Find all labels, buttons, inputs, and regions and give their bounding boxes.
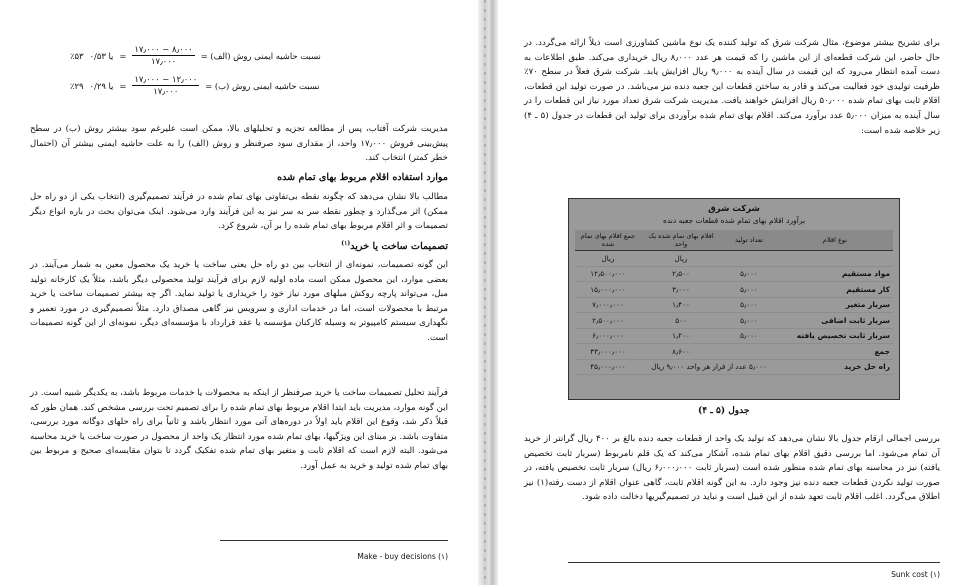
table-header-cell: اقلام بهای تمام شده یک واحد — [641, 230, 721, 251]
table-cell: ۱٫۴۰۰ — [641, 297, 721, 313]
table-cell: ۸٫۶۰۰ — [641, 344, 721, 360]
formula-method-b: ٪۲۹ یا ۰/۲۹ = $\frac{۱۷٫۰۰۰ - ۱۲٫۰۰۰}{۱۷٫۰۰۰}$ = نسبت حاشیه ایمنی روش (ب) — [70, 74, 320, 96]
left-paragraph-4: فرآیند تحلیل تصمیمات ساخت یا خرید صرفنظر از اینکه به محصولات یا خدمات مربوط باشد، به یکدیگر شبیه است. در این گونه موارد، مدیریت باید ابتدا اقلام مربوط بهای تمام شده را برای تصمیم تحت بررسی مشخص کند. همان طور که قبلاً ذکر شد، وقوع این اقلام باید اولاً در دوره‌های آتی مورد انتظار باشد و ثانیاً برای راه حلهای دوگانه مورد بررسی، متفاوت باشد. بر مبنای این ویژگیها، بهای تمام شده مورد انتظار یک واحد از محصول در صورت ساخت یا خرید محاسبه می‌شود. البته لازم است که اقلام ثابت و متغیر بهای تمام شده تفکیک گردد تا بتوان مقایسه‌ای صحیح و مربوط بین بهای تمام شده تولید و خرید به عمل آورد. — [30, 388, 448, 471]
formula-b-fraction — [132, 74, 199, 97]
table-row — [575, 297, 893, 313]
table-cell: راه حل خرید — [777, 359, 893, 375]
right-footnote: Sunk cost (۱) — [891, 570, 940, 579]
table-cell — [721, 251, 777, 267]
table-cell: ۵٫۰۰۰ — [721, 297, 777, 313]
table-cell: ۴۳٫۰۰۰٫۰۰۰ — [575, 344, 641, 360]
formula-a-denominator: ۱۷٫۰۰۰ — [150, 56, 177, 66]
table-cell: ۵٫۰۰۰ — [721, 328, 777, 344]
left-footnote: Make - buy decisions (۱) — [357, 552, 448, 561]
formula-b-approx: یا ۰/۲۹ — [89, 80, 114, 91]
formula-a-fraction — [132, 44, 194, 67]
table-header-cell: نوع اقلام — [777, 230, 893, 251]
table-row-total — [575, 344, 893, 360]
table-cell: ریال — [575, 251, 641, 267]
right-paragraph-1: برای تشریح بیشتر موضوع، مثال شرکت شرق که تولید کننده یک نوع ماشین کشاورزی است ذیلاً ارائه می‌گردد. در حال حاضر، این شرکت قطعه‌ای از این ماشین را که قیمت هر عدد ۸٫۰۰۰ ریال خریداری می‌کند. طبق اطلاعات به دست آمده انتظار می‌رود که این قیمت در سال آینده به ۹٫۰۰۰ ریال افزایش یابد. شرکت شرق فعلاً در سطح ۷۰٪ ظرفیت تولیدی خود فعالیت می‌کند و قادر به ساختن قطعات این جعبه دنده نیز می‌باشد. در صورت تولید این قطعات، اقلام ثابت بهای تمام شده ۵۰٫۰۰۰ ریال افزایش خواهند یافت. مدیریت شرکت شرق تعداد مورد نیاز این قطعات را در سال آینده به میزان ۵٫۰۰۰ عدد برآورد می‌کند. اقلام بهای تمام شده برآوردی برای تولید این قطعات در جدول (۵ ـ ۴) زیر خلاصه شده است: — [524, 38, 941, 136]
table-header-cell: جمع اقلام بهای تمام شده — [575, 230, 641, 251]
left-page — [0, 0, 478, 585]
left-paragraph-2: مطالب بالا نشان می‌دهد که چگونه نقطه بی‌تفاوتی بهای تمام شده در فرآیند تصمیم‌گیری (انتخاب یکی از دو راه حل ممکن) اثر می‌گذارد و چطور نقطه سر به سر نیز به این فرآیند وارد می‌شود. اینک می‌توان بحث در باره انواع دیگر تصمیمات و اثر اقلام مربوط بهای تمام شده را بر آن، شروع کرد. — [30, 192, 448, 232]
table-cell: ۳٫۰۰۰ — [641, 282, 721, 298]
formula-b-label: = نسبت حاشیه ایمنی روش (ب) — [205, 80, 320, 91]
table-cell: سربار ثابت تخصیص یافته — [777, 328, 893, 344]
formula-b-numerator: ۱۷٫۰۰۰ − ۱۲٫۰۰۰ — [134, 74, 198, 84]
table-cell: ریال — [641, 251, 721, 267]
formula-method-a: ٪۵۳ یا ۰/۵۳ = $\frac{۱۷٫۰۰۰ - ۸٫۰۰۰}{۱۷٫۰۰۰}$ = نسبت حاشیه ایمنی روش (الف) — [70, 44, 321, 66]
table-cell — [777, 251, 893, 267]
table-cell: مواد مستقیم — [777, 266, 893, 282]
table-unit-row — [575, 251, 893, 267]
table-row-buy-option — [575, 359, 893, 375]
right-page — [498, 0, 962, 585]
table-cell: ۲٫۵۰۰ — [641, 266, 721, 282]
table-cell: ۱٫۲۰۰ — [641, 328, 721, 344]
table-company-title: شرکت شرق — [708, 204, 760, 214]
formula-a-numerator: ۱۷٫۰۰۰ − ۸٫۰۰۰ — [134, 44, 193, 54]
table-cell: ۵۰۰ — [641, 313, 721, 329]
heading-footnote-mark: (۱) — [341, 240, 351, 247]
heading-make-or-buy-text: تصمیمات ساخت یا خرید — [350, 241, 448, 253]
table-header-row — [575, 230, 893, 251]
left-paragraph-1: مدیریت شرکت آفتاب، پس از مطالعه تجزیه و تحلیلهای بالا، ممکن است علیرغم سود بیشتر روش (ب) در سطح پیش‌بینی فروش ۱۷٫۰۰۰ واحد، از مقداری سود صرفنظر و روش (الف) را به علت حاشیه ایمنی بیشتر آن (احتمال خطر کمتر) انتخاب کند. — [30, 124, 448, 164]
table-cell: ۵٫۰۰۰ — [721, 266, 777, 282]
table-cell: ۱۵٫۰۰۰٫۰۰۰ — [575, 282, 641, 298]
table-cell: سربار متغیر — [777, 297, 893, 313]
left-footnote-rule — [220, 540, 448, 541]
formula-a-label: = نسبت حاشیه ایمنی روش (الف) — [200, 50, 321, 61]
cost-table-box — [568, 198, 900, 400]
table-cell: ۲٫۵۰۰٫۰۰۰ — [575, 313, 641, 329]
section-heading-make-or-buy — [341, 240, 448, 252]
formula-b-denominator: ۱۷٫۰۰۰ — [153, 86, 179, 96]
right-footnote-rule — [568, 562, 940, 563]
table-row — [575, 266, 893, 282]
table-row — [575, 282, 893, 298]
table-subtitle: برآورد اقلام بهای تمام شده قطعات جعبه دنده — [662, 216, 806, 225]
table-row — [575, 313, 893, 329]
left-paragraph-3: این گونه تصمیمات، نمونه‌ای از انتخاب بین دو راه حل یعنی ساخت یا خرید یک محصول معین به شمار می‌آیند. در بعضی موارد، این محصول ممکن است ماده اولیه لازم برای فرآیند تولید محصولی دیگر باشد، مثلاً یک کارخانه تولید مبل، می‌تواند پارچه روکش مبلهای مورد نیاز خود را خریداری یا تولید نماید. اگر چه بیشتر تصمیمات ساخت یا خرید مرتبط با محصولات است، اما در خدمات اداری و سرویس نیز گاهی مصداق دارد. مثلاً تصمیم‌گیری در مورد تعمیر و نگهداری سیستم کامپیوتر به وسیله کارکنان مؤسسه یا عقد قرارداد با مؤسسه‌ای دیگر، نمونه‌ای از این گونه تصمیمات است. — [30, 260, 448, 343]
table-cell: ۷٫۰۰۰٫۰۰۰ — [575, 297, 641, 313]
table-cell: جمع — [777, 344, 893, 360]
table-cell: ۶٫۰۰۰٫۰۰۰ — [575, 328, 641, 344]
table-cell — [721, 344, 777, 360]
table-header-cell: تعداد تولید — [721, 230, 777, 251]
table-cell: کار مستقیم — [777, 282, 893, 298]
table-cell: سربار ثابت اضافی — [777, 313, 893, 329]
formula-a-approx: یا ۰/۵۳ — [89, 50, 114, 61]
book-gutter — [478, 0, 498, 585]
formula-b-result: ٪۲۹ — [70, 80, 84, 91]
table-cell: ۱۲٫۵۰۰٫۰۰۰ — [575, 266, 641, 282]
table-cell: ۵٫۰۰۰ — [721, 282, 777, 298]
section-heading-cost-uses: موارد استفاده اقلام مربوط بهای تمام شده — [277, 172, 448, 183]
table-caption: جدول (۵ ـ ۴) — [698, 406, 750, 416]
table-cell: ۵٫۰۰۰ عدد از قرار هر واحد ۹٫۰۰۰ ریال — [641, 359, 777, 375]
table-cell: ۵٫۰۰۰ — [721, 313, 777, 329]
cost-table — [575, 230, 893, 375]
right-paragraph-2: بررسی اجمالی ارقام جدول بالا نشان می‌دهد که تولید یک واحد از قطعات جعبه دنده بالغ بر ۴۰۰ ریال گرانتر از خرید آن تمام می‌شود. اما بررسی دقیق اقلام بهای تمام شده، آشکار می‌کند که یک قلم نامربوط (سربار ثابت تخصیص یافته) نیز در محاسبه بهای تمام شده منظور شده است (سربار ثابت ۶٫۰۰۰٫۰۰۰ ریال) سربار ثابت تخصیص یافته، در صورت تولید نکردن قطعات جعبه دنده نیز وجود دارد. به این گونه اقلام ثابت، گاهی عنوان اقلام از دست رفته(۱) نیز اطلاق می‌گردد. اغلب اقلام ثابت تعهد شده از این قبیل است و نباید در تصمیم‌گیریها دخالت داده شود. — [524, 434, 940, 503]
table-cell: ۴۵٫۰۰۰٫۰۰۰ — [575, 359, 641, 375]
table-row — [575, 328, 893, 344]
formula-a-result: ٪۵۳ — [70, 50, 84, 61]
